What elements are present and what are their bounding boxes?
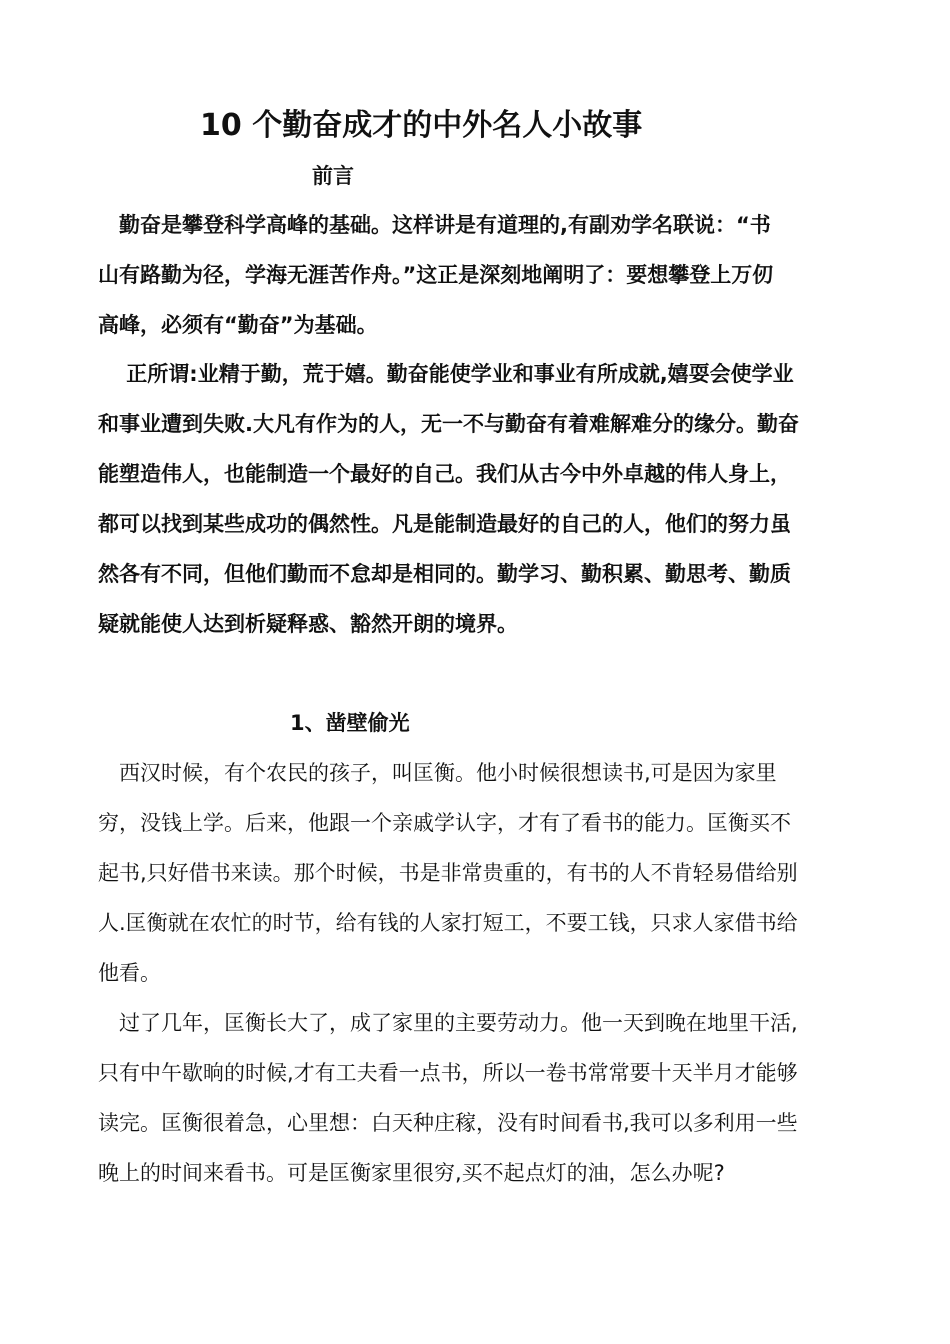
text-line: 他看。 xyxy=(98,961,161,985)
text-line: 人.匡衡就在农忙的时节，给有钱的人家打短工，不要工钱，只求人家借书给 xyxy=(98,911,798,935)
text-line: 能塑造伟人，也能制造一个最好的自己。我们从古今中外卓越的伟人身上， xyxy=(98,462,791,486)
text-line: 疑就能使人达到析疑释惑、豁然开朗的境界。 xyxy=(98,612,518,636)
text-line: 正所谓:业精于勤，荒于嬉。勤奋能使学业和事业有所成就,嬉耍会使学业 xyxy=(98,362,794,386)
text-line: 和事业遭到失败.大凡有作为的人，无一不与勤奋有着难解难分的缘分。勤奋 xyxy=(98,412,799,436)
text-line: 起书,只好借书来读。那个时候，书是非常贵重的，有书的人不肯轻易借给别 xyxy=(98,861,798,885)
text-line: 只有中午歇晌的时候,才有工夫看一点书，所以一卷书常常要十天半月才能够 xyxy=(98,1061,798,1085)
text-line: 然各有不同，但他们勤而不怠却是相同的。勤学习、勤积累、勤思考、勤质 xyxy=(98,562,791,586)
text-line: 西汉时候，有个农民的孩子，叫匡衡。他小时候很想读书,可是因为家里 xyxy=(98,761,777,785)
text-line: 穷，没钱上学。后来，他跟一个亲戚学认字，才有了看书的能力。匡衡买不 xyxy=(98,811,791,835)
text-line: 高峰，必须有“勤奋”为基础。 xyxy=(98,313,378,337)
intro-paragraph-2 xyxy=(98,349,858,649)
story-paragraph-2 xyxy=(98,998,858,1198)
preface-heading: 前言 xyxy=(312,164,354,188)
intro-paragraph-1 xyxy=(98,200,858,350)
text-line: 读完。匡衡很着急，心里想：白天种庄稼，没有时间看书,我可以多利用一些 xyxy=(98,1111,798,1135)
document-title: 10 个勤奋成才的中外名人小故事 xyxy=(200,108,643,143)
text-line: 都可以找到某些成功的偶然性。凡是能制造最好的自己的人，他们的努力虽 xyxy=(98,512,791,536)
section-heading: 1、凿壁偷光 xyxy=(290,711,410,735)
text-line: 勤奋是攀登科学高峰的基础。这样讲是有道理的,有副劝学名联说：“书 xyxy=(98,213,771,237)
text-line: 晚上的时间来看书。可是匡衡家里很穷,买不起点灯的油，怎么办呢? xyxy=(98,1161,725,1185)
text-line: 过了几年，匡衡长大了，成了家里的主要劳动力。他一天到晚在地里干活, xyxy=(98,1011,798,1035)
text-line: 山有路勤为径，学海无涯苦作舟。”这正是深刻地阐明了：要想攀登上万仞 xyxy=(98,263,774,287)
story-paragraph-1 xyxy=(98,748,858,998)
